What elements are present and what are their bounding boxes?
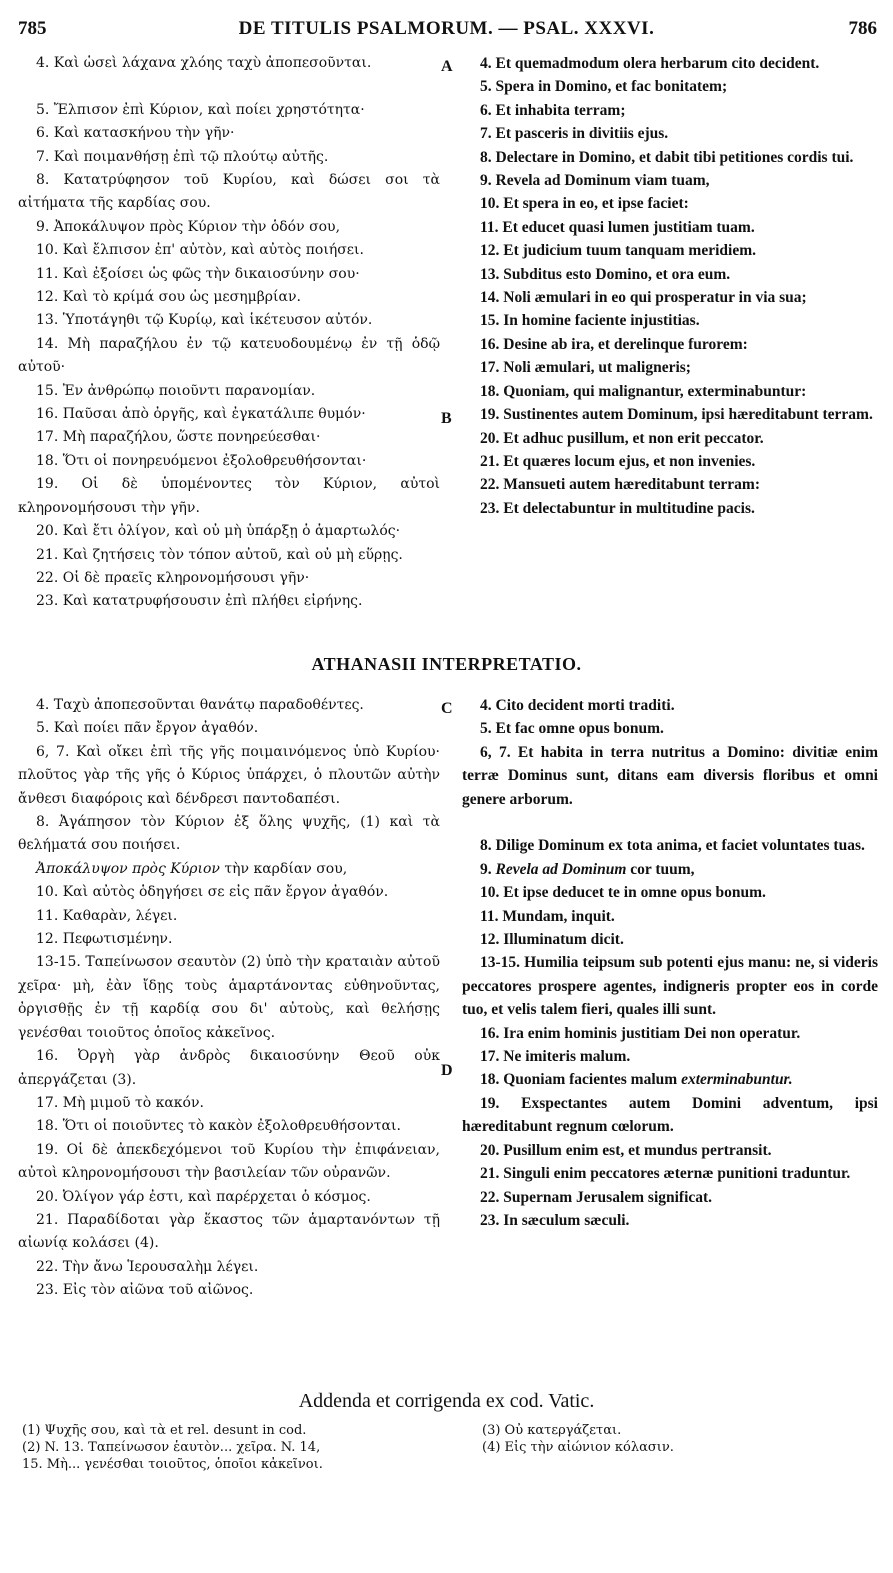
greek-verse: 4. Ταχὺ ἀποπεσοῦνται θανάτῳ παραδοθέντες. [36, 697, 364, 713]
greek-verse: 19. Οἱ δὲ ὑπομένοντες τὸν Κύριον, αὐτοὶ κληρονομήσουσι τὴν γῆν. [18, 476, 440, 516]
greek-verse: 5. Καὶ ποίει πᾶν ἔργον ἀγαθόν. [36, 720, 259, 737]
latin-verse: 17. Noli æmulari, ut maligneris; [480, 359, 691, 377]
latin-verse: 16. Ira enim hominis justitiam Dei non operatur. [480, 1024, 801, 1042]
greek-verse: 20. Καὶ ἔτι ὀλίγον, καὶ οὐ μὴ ὑπάρξῃ ὁ ἁμαρτωλός· [36, 523, 401, 540]
greek-verse: 16. Ὀργὴ γὰρ ἀνδρὸς δικαιοσύνην Θεοῦ οὐκ ἀπεργάζεται (3). [18, 1048, 440, 1088]
greek-verse: 23. Εἰς τὸν αἰῶνα τοῦ αἰῶνος. [36, 1282, 254, 1299]
margin-marker-a: A [441, 58, 453, 75]
latin-verse: 6. Et inhabita terram; [480, 101, 626, 119]
margin-marker-b: B [441, 410, 452, 427]
latin-verse: 17. Ne imiteris malum. [480, 1048, 631, 1066]
latin-verse: 23. In sæculum sæculi. [480, 1211, 630, 1229]
section-title: ATHANASII INTERPRETATIO. [311, 654, 582, 674]
greek-verse: 13. Ὑποτάγηθι τῷ Κυρίῳ, καὶ ἱκέτευσον αὐτόν. [36, 312, 373, 329]
greek-verse: 12. Καὶ τὸ κρίμά σου ὡς μεσημβρίαν. [36, 289, 301, 306]
latin-verse: 14. Noli æmulari in eo qui prosperatur in via sua; [480, 289, 807, 307]
latin-verse-head: 18. Quoniam facientes malum [480, 1071, 682, 1089]
greek-verse: 18. Ὅτι οἱ ποιοῦντες τὸ κακὸν ἐξολοθρευθήσονται. [36, 1118, 401, 1135]
latin-verse: 8. Dilige Dominum ex tota anima, et faciet voluntates tuas. [480, 837, 865, 855]
greek-verse-tail: τὴν καρδίαν σου, [219, 860, 348, 877]
greek-verse: 5. Ἔλπισον ἐπὶ Κύριον, καὶ ποίει χρηστότητα· [36, 101, 365, 118]
footnote-2: (2) N. 13. Ταπείνωσον ἑαυτὸν... χεῖρα. N. 14, [22, 1440, 321, 1455]
footnote-1: (1) Ψυχῆς σου, καὶ τὰ et rel. desunt in cod. [22, 1423, 307, 1438]
greek-verse: 15. Ἐν ἀνθρώπῳ ποιοῦντι παρανομίαν. [36, 382, 316, 399]
latin-verse: 22. Supernam Jerusalem significat. [480, 1188, 713, 1206]
greek-verse: 7. Καὶ ποιμανθήσῃ ἐπὶ τῷ πλούτῳ αὐτῆς. [36, 148, 329, 165]
latin-verse: 9. Revela ad Dominum viam tuam, [480, 172, 710, 190]
greek-verse: 10. Καὶ ἔλπισον ἐπ' αὐτὸν, καὶ αὐτὸς ποιήσει. [36, 242, 364, 259]
greek-verse: 14. Μὴ παραζήλου ἐν τῷ κατευοδουμένῳ ἐν τῇ ὁδῷ αὐτοῦ· [18, 335, 440, 376]
latin-italic-phrase: Revela ad Dominum [495, 860, 627, 878]
latin-verse: 18. Quoniam, qui malignantur, exterminabuntur: [480, 382, 807, 400]
footnotes-right [482, 1422, 882, 1456]
greek-verse: 6. Καὶ κατασκήνου τὴν γῆν· [36, 125, 235, 142]
running-title: DE TITULIS PSALMORUM. — PSAL. XXXVI. [238, 18, 655, 39]
latin-verse-num: 9. [480, 860, 496, 878]
latin-interpretation-column [462, 694, 878, 1232]
latin-verse [462, 858, 878, 881]
latin-verse: 20. Et adhuc pusillum, et non erit peccator. [480, 429, 764, 447]
greek-verse: 10. Καὶ αὐτὸς ὁδηγήσει σε εἰς πᾶν ἔργον ἀγαθόν. [36, 884, 389, 901]
latin-verse: 21. Et quæres locum ejus, et non invenies. [480, 452, 756, 470]
greek-interpretation-column [18, 694, 440, 1303]
greek-verse: 6, 7. Καὶ οἴκει ἐπὶ τῆς γῆς ποιμαινόμενος ὑπὸ Κυρίου· πλοῦτος γὰρ τῆς γῆς ὁ Κύριος ὑπάρχει, ὁ πλουτῶν αὐτὴν ἄνθεσι διαφόροις καὶ δένδρεσι παντοδαπέσι. [18, 743, 440, 807]
latin-verse: 5. Spera in Domino, et fac bonitatem; [480, 78, 728, 96]
greek-verse: 11. Καθαρὰν, λέγει. [36, 907, 178, 924]
latin-italic-phrase: exterminabuntur. [681, 1071, 793, 1089]
latin-verse: 7. Et pasceris in divitiis ejus. [480, 125, 669, 143]
latin-verse: 10. Et spera in eo, et ipse faciet: [480, 195, 689, 213]
latin-verse: 12. Illuminatum dicit. [480, 931, 624, 949]
footnotes-left [22, 1422, 452, 1473]
latin-verse: 10. Et ipse deducet te in omne opus bonum. [480, 884, 766, 902]
latin-verse: 22. Mansueti autem hæreditabunt terram: [480, 476, 760, 494]
page-number-left: 785 [18, 18, 47, 39]
greek-verse: 23. Καὶ κατατρυφήσουσιν ἐπὶ πλήθει εἰρήνης. [36, 593, 363, 610]
latin-verse: 19. Exspectantes autem Domini adventum, ipsi hæreditabunt regnum cœlorum. [462, 1094, 878, 1136]
latin-verse: 21. Singuli enim peccatores æternæ punitioni traduntur. [480, 1165, 851, 1183]
greek-verse: 22. Οἱ δὲ πραεῖς κληρονομήσουσι γῆν· [36, 569, 310, 586]
latin-verse: 23. Et delectabuntur in multitudine pacis. [480, 499, 755, 517]
greek-verse: 21. Καὶ ζητήσεις τὸν τόπον αὐτοῦ, καὶ οὐ μὴ εὕρῃς. [36, 546, 403, 563]
margin-marker-c: C [441, 700, 453, 717]
greek-verse: 21. Παραδίδοται γὰρ ἕκαστος τῶν ἁμαρτανόντων τῇ αἰωνίᾳ κολάσει (4). [18, 1211, 440, 1252]
greek-italic-phrase: Ἀποκάλυψον πρὸς Κύριον [36, 860, 220, 877]
latin-verse: 20. Pusillum enim est, et mundus pertransit. [480, 1141, 772, 1159]
latin-verse: 6, 7. Et habita in terra nutritus a Domino: divitiæ enim terræ Dominus sunt, ditans eam diversis floribus et omni genere arborum. [462, 743, 878, 808]
greek-verse: 8. Ἀγάπησον τὸν Κύριον ἐξ ὅλης ψυχῆς, (1) καὶ τὰ θελήματά σου ποιήσει. [18, 814, 440, 854]
latin-verse: 5. Et fac omne opus bonum. [480, 720, 664, 738]
footnote-4: (4) Εἰς τὴν αἰώνιον κόλασιν. [482, 1440, 674, 1455]
margin-marker-d: D [441, 1062, 453, 1079]
greek-verse: 12. Πεφωτισμένην. [36, 931, 173, 948]
greek-psalm-column [18, 52, 440, 614]
latin-verse: 19. Sustinentes autem Dominum, ipsi hæreditabunt terram. [480, 406, 873, 424]
latin-verse: 16. Desine ab ira, et derelinque furorem: [480, 335, 748, 353]
greek-verse: 16. Παῦσαι ἀπὸ ὀργῆς, καὶ ἐγκατάλιπε θυμόν· [36, 406, 366, 423]
page-number-right: 786 [848, 18, 877, 39]
latin-verse-tail: cor tuum, [626, 860, 695, 878]
latin-verse: 11. Mundam, inquit. [480, 907, 615, 925]
latin-verse [462, 1068, 878, 1091]
greek-verse: 11. Καὶ ἐξοίσει ὡς φῶς τὴν δικαιοσύνην σου· [36, 265, 360, 282]
greek-verse: 9. Ἀποκάλυψον πρὸς Κύριον τὴν ὁδόν σου, [36, 218, 341, 235]
footnote-3: (3) Οὐ κατεργάζεται. [482, 1423, 622, 1438]
footnote-2-cont: 15. Μὴ... γενέσθαι τοιοῦτος, ὁποῖοι κἀκεῖνοι. [22, 1457, 323, 1472]
spacer [462, 811, 878, 834]
greek-verse: 18. Ὅτι οἱ πονηρευόμενοι ἐξολοθρευθήσονται· [36, 452, 367, 469]
addenda-title: Addenda et corrigenda ex cod. Vatic. [298, 1390, 595, 1412]
latin-verse: 4. Cito decident morti traditi. [480, 697, 675, 714]
greek-verse: 13-15. Ταπείνωσον σεαυτὸν (2) ὑπὸ τὴν κραταιὰν αὐτοῦ χεῖρα· μὴ, ἐὰν ἴδῃς τοὺς ἁμαρτάνοντας εὐθηνοῦντας, ὀργισθῇς ἐν τῇ καρδίᾳ σου δι' αὐτοὺς, καὶ θελήσῃς γενέσθαι τοιοῦτος ὁποῖος κἀκεῖνος. [18, 954, 440, 1041]
latin-verse: 12. Et judicium tuum tanquam meridiem. [480, 242, 756, 260]
greek-verse: 4. Καὶ ὡσεὶ λάχανα χλόης ταχὺ ἀποπεσοῦνται. [36, 55, 372, 71]
latin-verse: 8. Delectare in Domino, et dabit tibi petitiones cordis tui. [480, 148, 854, 166]
greek-verse: 8. Κατατρύφησον τοῦ Κυρίου, καὶ δώσει σοι τὰ αἰτήματα τῆς καρδίας σου. [18, 172, 440, 212]
greek-verse: 17. Μὴ παραζήλου, ὥστε πονηρεύεσθαι· [36, 429, 321, 446]
latin-verse: 4. Et quemadmodum olera herbarum cito decident. [480, 55, 820, 72]
latin-verse: 11. Et educet quasi lumen justitiam tuam. [480, 218, 755, 236]
greek-verse: 22. Τὴν ἄνω Ἱερουσαλὴμ λέγει. [36, 1258, 259, 1275]
greek-verse: 17. Μὴ μιμοῦ τὸ κακόν. [36, 1094, 204, 1111]
latin-psalm-column [462, 52, 878, 520]
greek-verse: 19. Οἱ δὲ ἀπεκδεχόμενοι τοῦ Κυρίου τὴν ἐπιφάνειαν, αὐτοὶ κληρονομήσουσι τὴν βασιλείαν τῶν οὐρανῶν. [18, 1141, 440, 1182]
greek-verse: 20. Ὀλίγον γάρ ἐστι, καὶ παρέρχεται ὁ κόσμος. [36, 1188, 371, 1205]
latin-verse: 15. In homine faciente injustitias. [480, 312, 700, 330]
latin-verse: 13. Subditus esto Domino, et ora eum. [480, 265, 731, 283]
latin-verse: 13-15. Humilia teipsum sub potenti ejus manu: ne, si videris peccatores prospere agentes, indigneris propter eos in corde tuo, et velis talem fieri, quales illi sunt. [462, 954, 878, 1019]
greek-verse [18, 858, 440, 881]
